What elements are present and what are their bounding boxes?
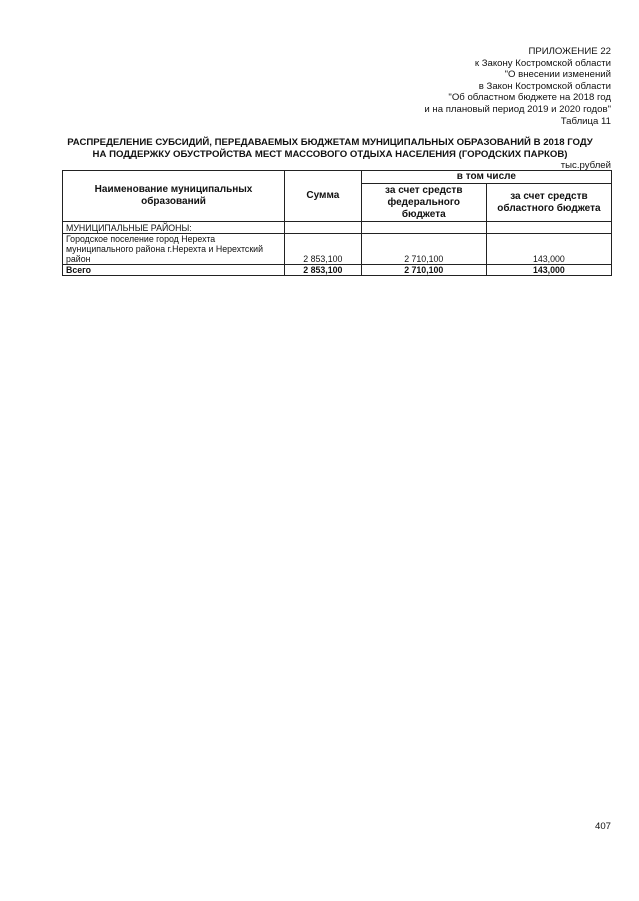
page-number: 407 (594, 821, 611, 832)
table-number: Таблица 11 (560, 115, 611, 127)
total-regional: 143,000 (486, 265, 611, 276)
header-federal: за счет средств федерального бюджета (361, 184, 486, 222)
header-name: Наименование муниципальных образований (63, 171, 285, 222)
appendix-line: ПРИЛОЖЕНИЕ 22 (528, 46, 611, 57)
header-sum: Сумма (285, 171, 362, 222)
title-line-1: РАСПРЕДЕЛЕНИЕ СУБСИДИЙ, ПЕРЕДАВАЕМЫХ БЮДЖЕТАМ МУНИЦИПАЛЬНЫХ ОБРАЗОВАНИЙ В 2018 ГОДУ (67, 137, 593, 148)
appendix-line: "Об областном бюджете на 2018 год (448, 92, 611, 104)
appendix-line: и на плановый период 2019 и 2020 годов" (424, 103, 611, 115)
appendix-line: в Закон Костромской области (478, 80, 611, 92)
appendix-line: "О внесении изменений (504, 69, 611, 81)
total-label: Всего (63, 265, 285, 276)
municipality-name: Городское поселение город Нерехта муниципального района г.Нерехта и Нерехтский район (63, 234, 285, 265)
appendix-header (291, 46, 611, 127)
section-row (63, 222, 612, 234)
empty-cell (285, 222, 362, 234)
subsidy-table (62, 170, 612, 276)
header-regional: за счет средств областного бюджета (486, 184, 611, 222)
table-header-row (63, 171, 612, 184)
document-title (40, 137, 620, 160)
table-row (63, 234, 612, 265)
title-line-2: НА ПОДДЕРЖКУ ОБУСТРОЙСТВА МЕСТ МАССОВОГО ОТДЫХА НАСЕЛЕНИЯ (ГОРОДСКИХ ПАРКОВ) (92, 148, 568, 160)
empty-cell (486, 222, 611, 234)
total-sum: 2 853,100 (285, 265, 362, 276)
header-including: в том числе (361, 171, 611, 184)
empty-cell (361, 222, 486, 234)
regional-value: 143,000 (486, 234, 611, 265)
federal-value: 2 710,100 (361, 234, 486, 265)
appendix-line: к Закону Костромской области (474, 57, 611, 69)
units-label: тыс.рублей (560, 160, 611, 171)
sum-value: 2 853,100 (285, 234, 362, 265)
total-row (63, 265, 612, 276)
section-label: МУНИЦИПАЛЬНЫЕ РАЙОНЫ: (63, 222, 285, 234)
total-federal: 2 710,100 (361, 265, 486, 276)
